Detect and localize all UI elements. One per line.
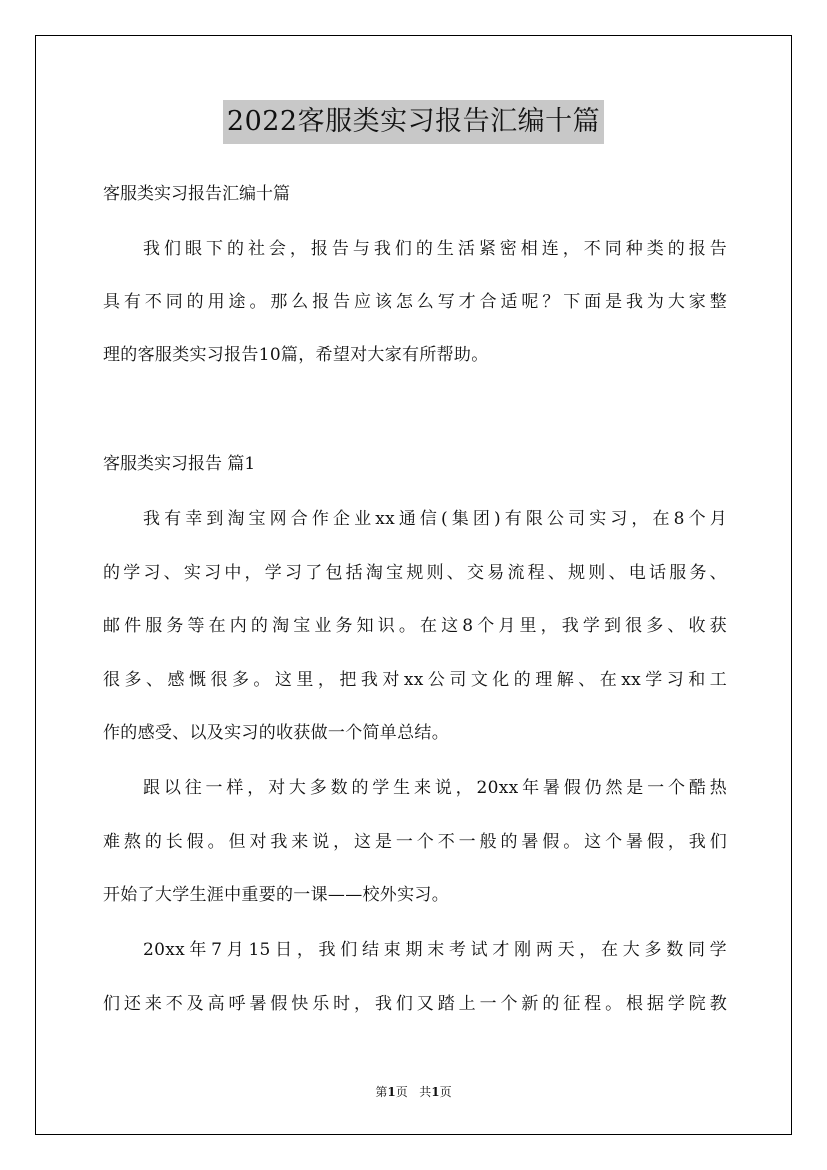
footer-page-prefix: 第 [375, 1085, 388, 1099]
intro-line: 理的客服类实习报告10篇，希望对大家有所帮助。 [103, 345, 489, 365]
paragraph2-line: 开始了大学生涯中重要的一课——校外实习。 [103, 885, 449, 905]
paragraph2-line: 难熬的长假。但对我来说，这是一个不一般的暑假。这个暑假，我们 [103, 832, 727, 852]
paragraph3-line: 20xx年7月15日，我们结束期末考试才刚两天，在大多数同学 [143, 940, 727, 960]
paragraph1-line: 我有幸到淘宝网合作企业xx通信(集团)有限公司实习，在8个月 [143, 509, 727, 529]
paragraph1-line: 邮件服务等在内的淘宝业务知识。在这8个月里，我学到很多、收获 [103, 616, 727, 636]
document-subtitle: 客服类实习报告汇编十篇 [103, 184, 290, 204]
paragraph1-line: 的学习、实习中，学习了包括淘宝规则、交易流程、规则、电话服务、 [103, 563, 727, 583]
footer-page-suffix: 页 [439, 1085, 452, 1099]
title-wrap [0, 100, 827, 144]
paragraph1-line: 作的感受、以及实习的收获做一个简单总结。 [103, 723, 449, 743]
footer-page-mid: 页 共 [395, 1085, 432, 1099]
page-footer [0, 1084, 827, 1100]
paragraph1-line: 很多、感慨很多。这里，把我对xx公司文化的理解、在xx学习和工 [103, 670, 727, 690]
section-heading: 客服类实习报告 篇1 [103, 454, 256, 474]
footer-page-total: 1 [431, 1085, 440, 1099]
intro-line: 具有不同的用途。那么报告应该怎么写才合适呢？下面是我为大家整 [103, 292, 727, 312]
footer-page-current: 1 [387, 1085, 396, 1099]
paragraph2-line: 跟以往一样，对大多数的学生来说，20xx年暑假仍然是一个酷热 [143, 778, 727, 798]
intro-line: 我们眼下的社会，报告与我们的生活紧密相连，不同种类的报告 [143, 239, 727, 259]
document-title: 2022客服类实习报告汇编十篇 [223, 100, 604, 144]
paragraph3-line: 们还来不及高呼暑假快乐时，我们又踏上一个新的征程。根据学院教 [103, 994, 727, 1014]
